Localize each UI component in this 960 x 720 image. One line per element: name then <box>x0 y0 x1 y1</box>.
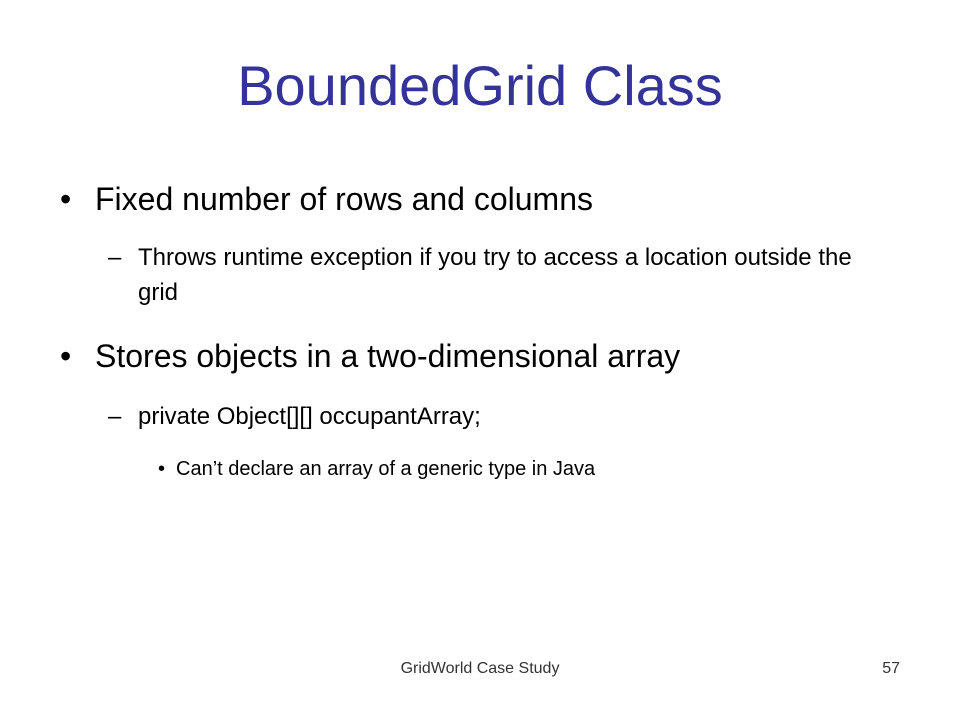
sub-bullet-text: private Object[][] occupantArray; <box>138 403 481 430</box>
sub-bullet-text: Throws runtime exception if you try to access a location outside the grid <box>138 244 852 306</box>
sub-bullet-item <box>108 399 868 434</box>
dash-marker: – <box>108 403 122 430</box>
bullet-marker: • <box>60 181 72 217</box>
bullet-text: Stores objects in a two-dimensional array <box>95 338 681 374</box>
sub-sub-bullet-item <box>158 456 878 482</box>
sub-sub-bullet-text: Can’t declare an array of a generic type in Java <box>176 458 596 480</box>
footer-title: GridWorld Case Study <box>400 660 560 677</box>
bullet-marker: • <box>60 338 72 374</box>
bullet-text: Fixed number of rows and columns <box>95 181 593 217</box>
bullet-item <box>60 180 900 218</box>
page-number: 57 <box>882 660 900 677</box>
sub-bullet-item <box>108 240 868 310</box>
bullet-item <box>60 337 900 375</box>
bullet-marker: • <box>158 458 166 480</box>
dash-marker: – <box>108 244 122 271</box>
slide-title: BoundedGrid Class <box>237 54 723 117</box>
